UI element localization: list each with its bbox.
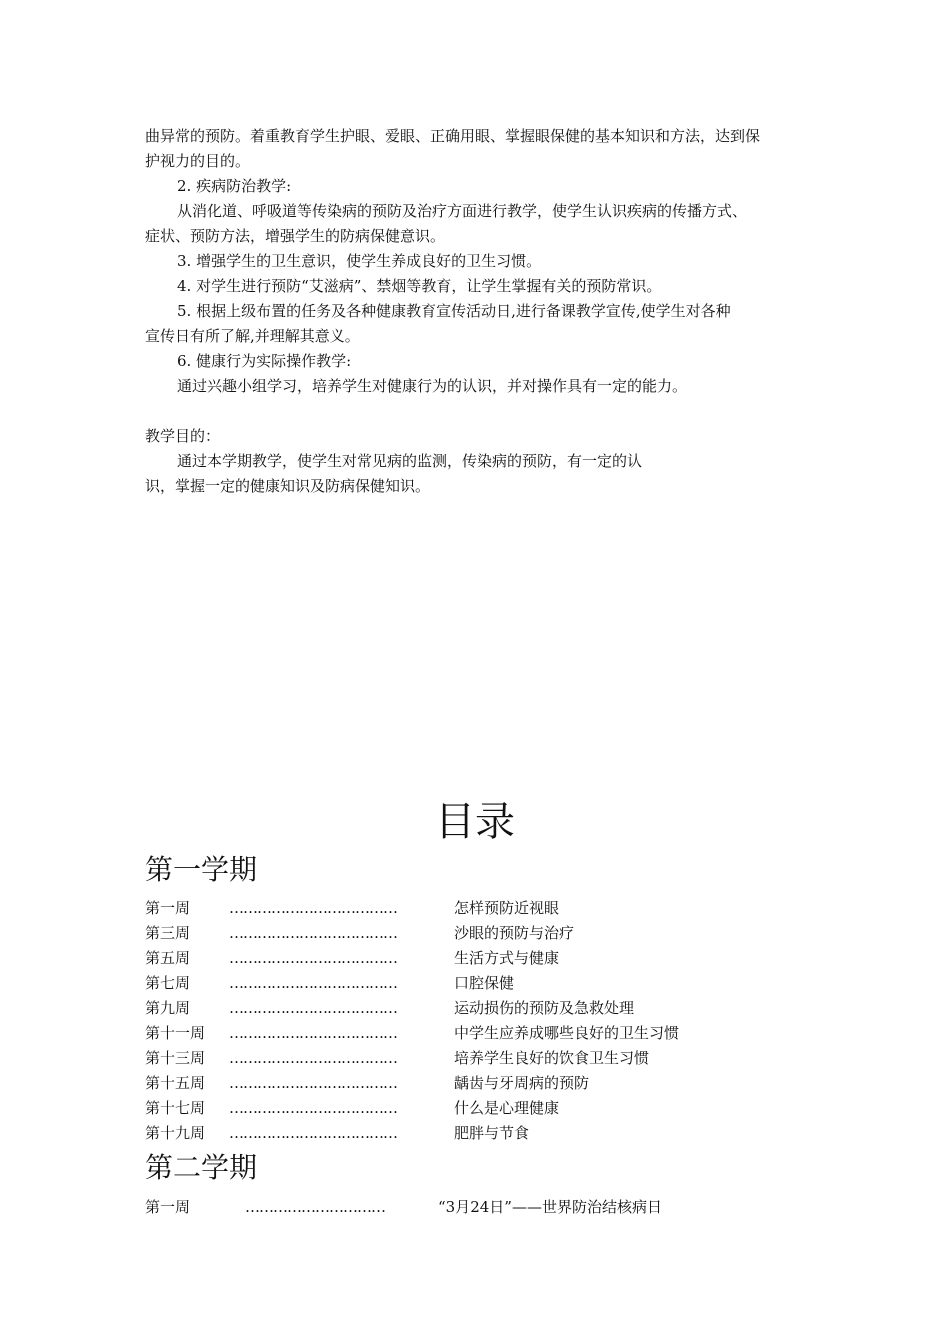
toc-topic: 中学生应养成哪些良好的卫生习惯 xyxy=(454,1024,680,1042)
goal-text-1: 通过本学期教学，使学生对常见病的监测，传染病的预防，有一定的认 xyxy=(177,452,643,470)
toc-week: 第十七周 xyxy=(145,1099,206,1117)
toc-leader-dots: ……………………………… xyxy=(229,924,397,942)
toc-week: 第十三周 xyxy=(145,1049,206,1067)
toc-week: 第十五周 xyxy=(145,1074,206,1092)
toc-week: 第一周 xyxy=(145,1198,191,1216)
toc-row xyxy=(145,1022,805,1044)
intro-item-2-text-1: 从消化道、呼吸道等传染病的预防及治疗方面进行教学，使学生认识疾病的传播方式、 xyxy=(177,202,748,220)
intro-item-6-text: 通过兴趣小组学习，培养学生对健康行为的认识，并对操作具有一定的能力。 xyxy=(177,377,688,395)
intro-item-5-text-1: 5. 根据上级布置的任务及各种健康教育宣传活动日,进行备课教学宣传,使学生对各种 xyxy=(177,302,731,320)
toc-topic: “3月24日”——世界防治结核病日 xyxy=(438,1198,662,1216)
toc-topic: 什么是心理健康 xyxy=(454,1099,560,1117)
toc-topic: 沙眼的预防与治疗 xyxy=(454,924,575,942)
toc-week: 第十一周 xyxy=(145,1024,206,1042)
toc-leader-dots: ……………………………… xyxy=(229,999,397,1017)
toc-week: 第五周 xyxy=(145,949,191,967)
toc-leader-dots: ……………………………… xyxy=(229,974,397,992)
term1-heading: 第一学期 xyxy=(145,853,258,886)
intro-item-5-text-2: 宣传日有所了解,并理解其意义。 xyxy=(145,327,360,345)
toc-row xyxy=(145,1196,805,1218)
toc-leader-dots: ………………………… xyxy=(245,1198,385,1216)
intro-line-2: 护视力的目的。 xyxy=(145,152,251,170)
intro-line-1: 曲异常的预防。着重教育学生护眼、爱眼、正确用眼、掌握眼保健的基本知识和方法，达到保 xyxy=(145,127,761,145)
toc-leader-dots: ……………………………… xyxy=(229,1099,397,1117)
toc-row xyxy=(145,972,805,994)
toc-row xyxy=(145,922,805,944)
toc-week: 第九周 xyxy=(145,999,191,1017)
toc-leader-dots: ……………………………… xyxy=(229,1024,397,1042)
toc-row xyxy=(145,1047,805,1069)
toc-leader-dots: ……………………………… xyxy=(229,899,397,917)
toc-week: 第三周 xyxy=(145,924,191,942)
toc-topic: 口腔保健 xyxy=(454,974,515,992)
intro-item-2-text-2: 症状、预防方法，增强学生的防病保健意识。 xyxy=(145,227,446,245)
intro-item-6-heading: 6. 健康行为实际操作教学: xyxy=(177,352,352,370)
toc-row xyxy=(145,897,805,919)
toc-week: 第十九周 xyxy=(145,1124,206,1142)
intro-item-3: 3. 增强学生的卫生意识，使学生养成良好的卫生习惯。 xyxy=(177,252,542,270)
toc-topic: 肥胖与节食 xyxy=(454,1124,530,1142)
toc-row xyxy=(145,1097,805,1119)
toc-row xyxy=(145,947,805,969)
toc-topic: 生活方式与健康 xyxy=(454,949,560,967)
toc-row xyxy=(145,997,805,1019)
toc-week: 第七周 xyxy=(145,974,191,992)
toc-row xyxy=(145,1072,805,1094)
goal-text-2: 识，掌握一定的健康知识及防病保健知识。 xyxy=(145,477,431,495)
toc-title: 目录 xyxy=(435,799,515,845)
goal-heading: 教学目的： xyxy=(145,427,221,445)
toc-row xyxy=(145,1122,805,1144)
intro-item-2-heading: 2. 疾病防治教学: xyxy=(177,177,292,195)
toc-topic: 龋齿与牙周病的预防 xyxy=(454,1074,590,1092)
toc-leader-dots: ……………………………… xyxy=(229,1074,397,1092)
term2-heading: 第二学期 xyxy=(145,1151,258,1184)
toc-leader-dots: ……………………………… xyxy=(229,949,397,967)
toc-week: 第一周 xyxy=(145,899,191,917)
intro-item-4: 4. 对学生进行预防“艾滋病”、禁烟等教育，让学生掌握有关的预防常识。 xyxy=(177,277,662,295)
toc-topic: 培养学生良好的饮食卫生习惯 xyxy=(454,1049,650,1067)
toc-topic: 怎样预防近视眼 xyxy=(454,899,560,917)
toc-topic: 运动损伤的预防及急救处理 xyxy=(454,999,635,1017)
toc-leader-dots: ……………………………… xyxy=(229,1049,397,1067)
toc-leader-dots: ……………………………… xyxy=(229,1124,397,1142)
